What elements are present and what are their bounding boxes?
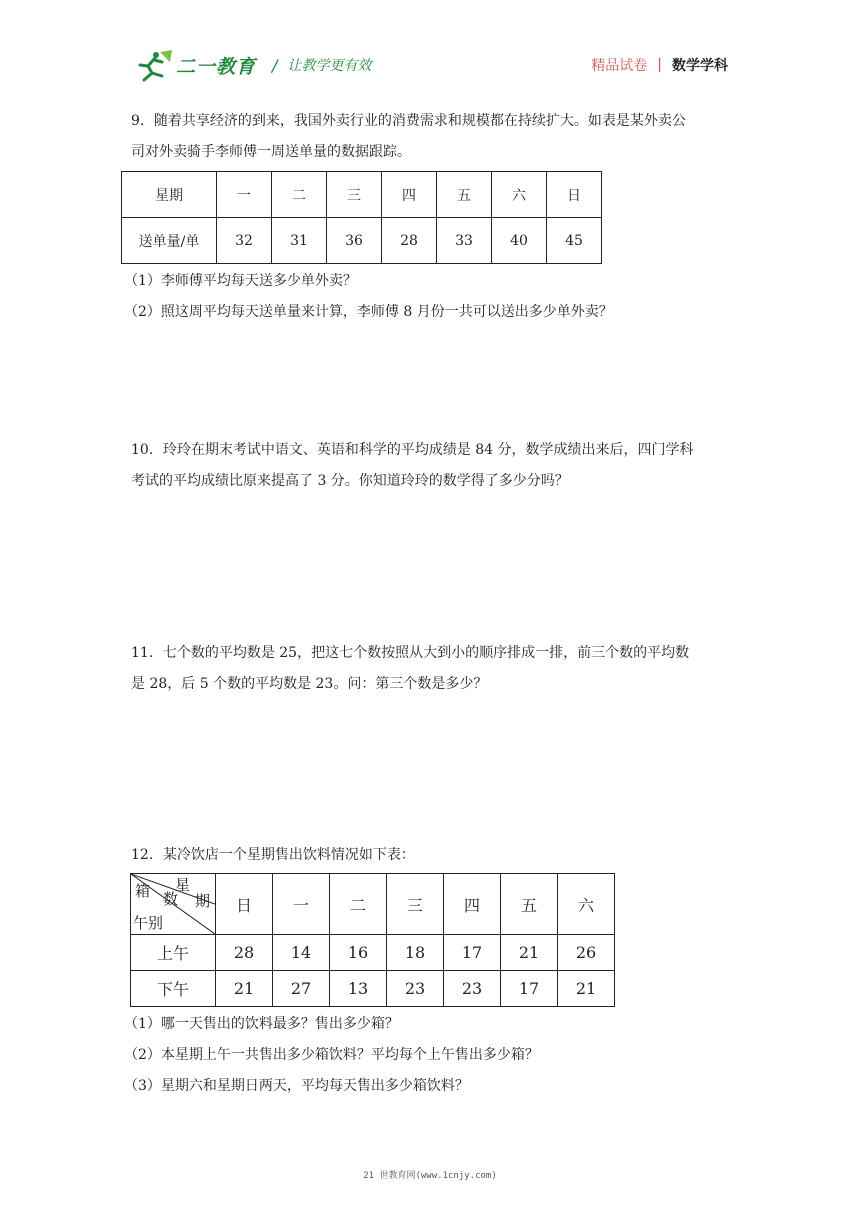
question-9-line1: 9．随着共享经济的到来，我国外卖行业的消费需求和规模都在持续扩大。如表是某外卖公 bbox=[131, 113, 686, 129]
row-label: 下午 bbox=[131, 971, 216, 1007]
table-cell: 二 bbox=[272, 172, 327, 218]
table-cell: 23 bbox=[444, 971, 501, 1007]
table-cell: 28 bbox=[382, 218, 437, 264]
table-cell: 三 bbox=[327, 172, 382, 218]
table-cell: 日 bbox=[216, 874, 273, 935]
question-12-subquestions bbox=[124, 1009, 539, 1102]
question-11 bbox=[131, 638, 731, 700]
table-row bbox=[122, 172, 602, 218]
table-cell: 二 bbox=[330, 874, 387, 935]
table-cell: 一 bbox=[273, 874, 330, 935]
table-cell: 32 bbox=[217, 218, 272, 264]
table-cell: 送单量/单 bbox=[122, 218, 217, 264]
table-cell: 14 bbox=[273, 935, 330, 971]
question-10-line1: 10．玲玲在期末考试中语文、英语和科学的平均成绩是 84 分，数学成绩出来后，四门学科 bbox=[131, 442, 694, 458]
table-cell: 17 bbox=[444, 935, 501, 971]
table-cell: 17 bbox=[501, 971, 558, 1007]
page-header bbox=[0, 0, 860, 100]
table-cell: 45 bbox=[547, 218, 602, 264]
page-footer: 21 世教育网(www.1cnjy.com) bbox=[363, 1171, 497, 1181]
table-cell: 21 bbox=[216, 971, 273, 1007]
subquestion: （3）星期六和星期日两天，平均每天售出多少箱饮料？ bbox=[124, 1078, 469, 1094]
subquestion: （2）照这周平均每天送单量来计算，李师傅 8 月份一共可以送出多少单外卖？ bbox=[124, 304, 613, 320]
table-cell: 13 bbox=[330, 971, 387, 1007]
subquestion: （2）本星期上午一共售出多少箱饮料？平均每个上午售出多少箱？ bbox=[124, 1047, 539, 1063]
brand-name: 二一教育 bbox=[176, 55, 257, 78]
table-cell: 21 bbox=[558, 971, 615, 1007]
diag-label: 期 bbox=[195, 892, 211, 910]
subject-label: 数学学科 bbox=[672, 58, 728, 74]
series-label: 精品试卷 bbox=[591, 58, 648, 74]
table-cell: 16 bbox=[330, 935, 387, 971]
table-cell: 33 bbox=[437, 218, 492, 264]
diagonal-header-cell bbox=[131, 874, 216, 935]
table-cell: 三 bbox=[387, 874, 444, 935]
subquestion: （1）哪一天售出的饮料最多？售出多少箱？ bbox=[124, 1016, 399, 1032]
question-10 bbox=[131, 435, 731, 497]
brand-logo bbox=[134, 48, 371, 82]
delivery-table bbox=[121, 171, 602, 264]
table-cell: 五 bbox=[437, 172, 492, 218]
table-row bbox=[131, 935, 615, 971]
table-cell: 31 bbox=[272, 218, 327, 264]
subquestion: （1）李师傅平均每天送多少单外卖？ bbox=[124, 273, 357, 289]
table-cell: 40 bbox=[492, 218, 547, 264]
brand-slogan: 让教学更有效 bbox=[287, 58, 372, 74]
diag-label: 星 bbox=[175, 876, 191, 894]
table-cell: 六 bbox=[492, 172, 547, 218]
question-12 bbox=[131, 840, 731, 871]
table-cell: 四 bbox=[444, 874, 501, 935]
header-separator: | bbox=[657, 57, 662, 73]
question-9-line2: 司对外卖骑手李师傅一周送单量的数据跟踪。 bbox=[131, 144, 411, 160]
question-9 bbox=[131, 106, 731, 168]
table-cell: 一 bbox=[217, 172, 272, 218]
row-label: 上午 bbox=[131, 935, 216, 971]
table-cell: 28 bbox=[216, 935, 273, 971]
runner-icon bbox=[134, 48, 174, 82]
table-cell: 26 bbox=[558, 935, 615, 971]
header-right bbox=[591, 55, 728, 75]
table-cell: 日 bbox=[547, 172, 602, 218]
table-cell: 五 bbox=[501, 874, 558, 935]
diag-label: 午别 bbox=[133, 914, 164, 932]
drinks-table bbox=[130, 873, 615, 1007]
question-10-line2: 考试的平均成绩比原来提高了 3 分。你知道玲玲的数学得了多少分吗？ bbox=[131, 473, 569, 489]
diag-label: 数 bbox=[163, 890, 179, 908]
question-12-text: 12．某冷饮店一个星期售出饮料情况如下表： bbox=[131, 847, 415, 863]
question-11-line2: 是 28，后 5 个数的平均数是 23。问：第三个数是多少？ bbox=[131, 676, 488, 692]
table-cell: 四 bbox=[382, 172, 437, 218]
table-cell: 18 bbox=[387, 935, 444, 971]
table-cell: 27 bbox=[273, 971, 330, 1007]
table-row bbox=[131, 971, 615, 1007]
table-cell: 23 bbox=[387, 971, 444, 1007]
logo-slash: / bbox=[272, 55, 278, 75]
question-11-line1: 11．七个数的平均数是 25，把这七个数按照从大到小的顺序排成一排，前三个数的平均数 bbox=[131, 645, 690, 661]
table-cell: 36 bbox=[327, 218, 382, 264]
table-cell: 星期 bbox=[122, 172, 217, 218]
table-row bbox=[131, 874, 615, 935]
question-9-subquestions bbox=[124, 266, 613, 328]
table-row bbox=[122, 218, 602, 264]
table-cell: 21 bbox=[501, 935, 558, 971]
diag-label: 箱 bbox=[135, 882, 151, 900]
table-cell: 六 bbox=[558, 874, 615, 935]
